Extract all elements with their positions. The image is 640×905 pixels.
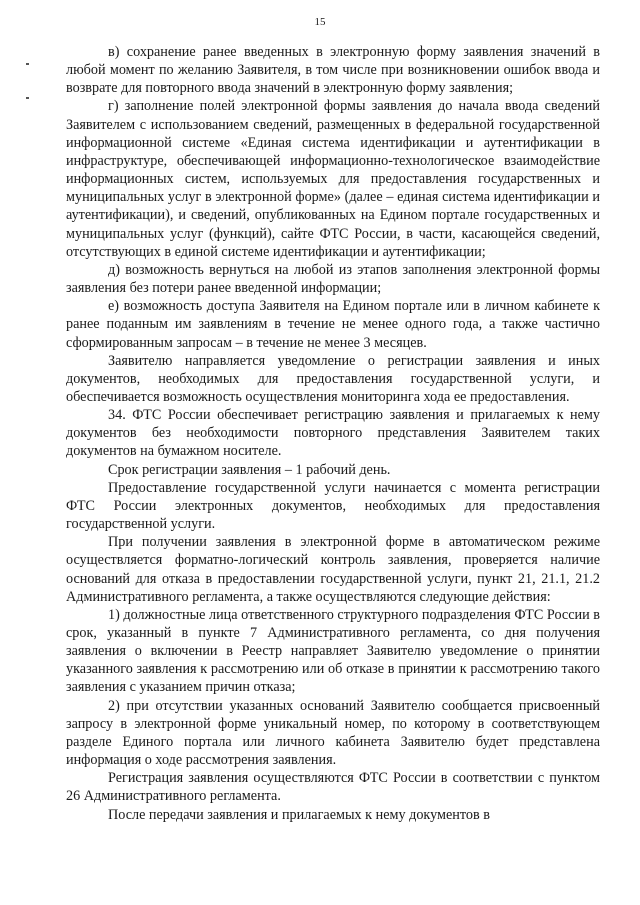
paragraph-clause-34: 34. ФТС России обеспечивает регистрацию заявления и прилагаемых к нему документов без необходимости повторного представления Заявителем таких документов на бумажном носителе. [66, 407, 600, 460]
paragraph-registration-term: Срок регистрации заявления – 1 рабочий день. [108, 461, 391, 478]
paragraph-item-e: е) возможность доступа Заявителя на Едином портале или в личном кабинете к ранее поданным им заявлениям в течение не менее одного года, а также частично сформированным запросам – в течение не менее 3 месяцев. [66, 298, 600, 351]
margin-mark [26, 63, 29, 65]
paragraph-after-transfer: После передачи заявления и прилагаемых к нему документов в [108, 806, 490, 823]
paragraph-item-g: г) заполнение полей электронной формы заявления до начала ввода сведений Заявителем с использованием сведений, размещенных в федеральной государственной информационной системе «Единая система идентификации и аутентификации в инфраструктуре, обеспечивающей информационно-технологическое взаимодействие информационных систем, используемых для предоставления государственных и муниципальных услуг в электронной форме» (далее – единая система идентификации и аутентификации), и сведений, опубликованных на Едином портале государственных и муниципальных услуг (функций), сайте ФТС России, в части, касающейся сведений, отсутствующих в единой системе идентификации и аутентификации; [66, 98, 600, 260]
paragraph-action-2: 2) при отсутствии указанных оснований Заявителю сообщается присвоенный запросу в электронной форме уникальный номер, по которому в соответствующем разделе Единого портала или личного кабинета Заявителю будет представлена информация о ходе рассмотрения заявления. [66, 697, 600, 769]
paragraph-item-v: в) сохранение ранее введенных в электронную форму заявления значений в любой момент по желанию Заявителя, в том числе при возникновении ошибок ввода и возврате для повторного ввода значений в электронную форму заявления; [66, 44, 600, 97]
paragraph-format-control: При получении заявления в электронной форме в автоматическом режиме осуществляется форматно-логический контроль заявления, проверяется наличие оснований для отказа в предоставлении государственной услуги, пункт 21, 21.1, 21.2 Административного регламента, а также осуществляются следующие действия: [66, 534, 600, 605]
paragraph-registration-clause-26: Регистрация заявления осуществляются ФТС России в соответствии с пунктом 26 Административного регламента. [66, 770, 600, 805]
page-number: 15 [314, 16, 326, 28]
paragraph-action-1: 1) должностные лица ответственного структурного подразделения ФТС России в срок, указанный в пункте 7 Административного регламента, со дня получения заявления о включении в Реестр направляет Заявителю уведомление о принятии указанного заявления к рассмотрению или об отказе в принятии к рассмотрению такого заявления с указанием причин отказа; [66, 606, 600, 696]
paragraph-notification: Заявителю направляется уведомление о регистрации заявления и иных документов, необходимых для предоставления государственной услуги, и обеспечивается возможность осуществления мониторинга хода ее предоставления. [66, 352, 600, 405]
paragraph-service-start: Предоставление государственной услуги начинается с момента регистрации ФТС России электронных документов, необходимых для предоставления государственной услуги. [66, 479, 600, 533]
body-text [66, 43, 600, 824]
paragraph-item-d: д) возможность вернуться на любой из этапов заполнения электронной формы заявления без потери ранее введенной информации; [66, 261, 600, 297]
margin-mark [26, 97, 29, 99]
